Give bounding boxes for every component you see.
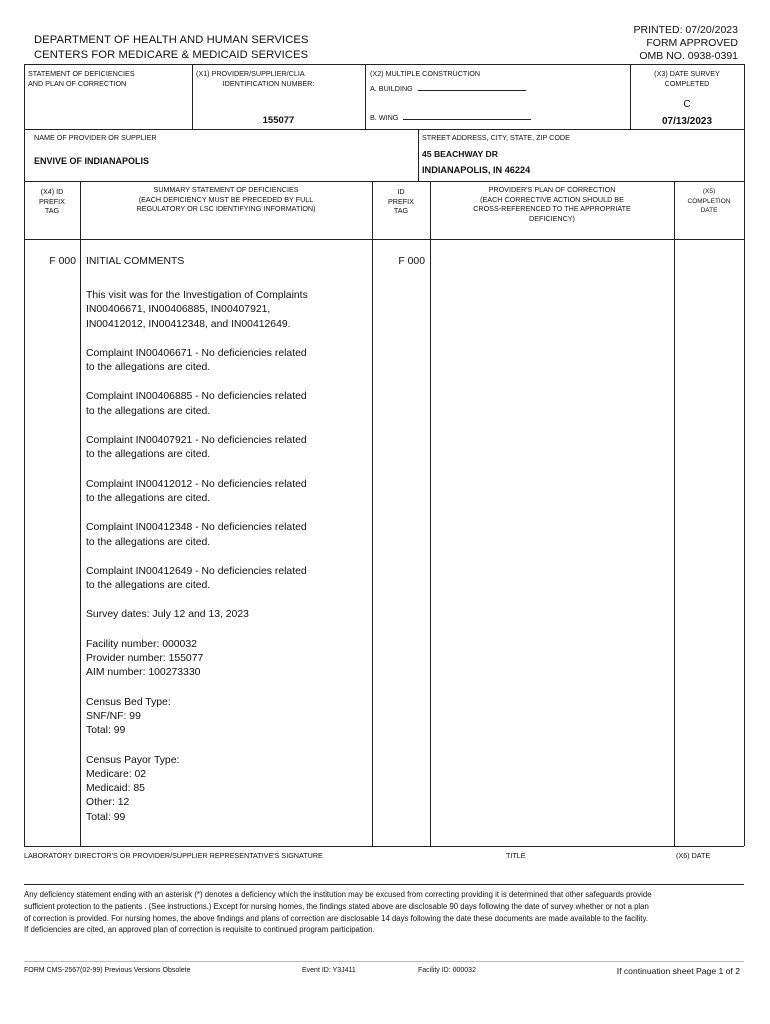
x4-header xyxy=(24,187,80,216)
column-divider xyxy=(430,181,431,846)
x1-label xyxy=(196,69,361,88)
column-divider xyxy=(80,181,81,846)
entry-paragraph: Census Bed Type: SNF/NF: 99 Total: 99 xyxy=(86,696,171,737)
id-header-3: TAG xyxy=(393,206,409,216)
entry-paragraph: Complaint IN00407921 - No deficiencies related to the allegations are cited. xyxy=(86,435,307,461)
grid-line xyxy=(24,64,744,65)
entry-paragraph: Complaint IN00406885 - No deficiencies related to the allegations are cited. xyxy=(86,391,307,417)
x4-header-3: TAG xyxy=(44,206,60,216)
address-line-2: INDIANAPOLIS, IN 46224 xyxy=(422,165,531,175)
address-label: STREET ADDRESS, CITY, STATE, ZIP CODE xyxy=(422,133,570,142)
form-id: FORM CMS-2567(02-99) Previous Versions Obsolete xyxy=(24,967,191,974)
building-field xyxy=(370,84,526,94)
id-header-2: PREFIX xyxy=(388,196,414,206)
x4-header-2: PREFIX xyxy=(39,196,65,206)
building-label: A. BUILDING xyxy=(370,84,413,93)
omb-number: OMB NO. 0938-0391 xyxy=(639,50,738,62)
agency-line-2: CENTERS FOR MEDICARE & MEDICAID SERVICES xyxy=(34,49,309,61)
entry-paragraph: Complaint IN00412649 - No deficiencies related to the allegations are cited. xyxy=(86,565,307,592)
entry-paragraph: Survey dates: July 12 and 13, 2023 xyxy=(86,609,249,621)
summary-header-3: REGULATORY OR LSC IDENTIFYING INFORMATION) xyxy=(136,204,316,214)
provider-name: ENVIVE OF INDIANAPOLIS xyxy=(34,156,150,166)
footer-rule xyxy=(24,961,744,962)
facility-id: Facility ID: 000032 xyxy=(418,967,476,974)
x5-header-3: DATE xyxy=(700,207,718,215)
wing-label: B. WING xyxy=(370,113,399,122)
entry-paragraph: Complaint IN00412348 - No deficiencies related to the allegations are cited. xyxy=(86,522,307,548)
x2-label: (X2) MULTIPLE CONSTRUCTION xyxy=(370,69,481,78)
form-approval-block xyxy=(634,24,738,63)
wing-blank xyxy=(403,119,531,120)
x5-header-1: (X5) xyxy=(702,188,716,195)
summary-header xyxy=(80,185,372,214)
plan-header xyxy=(430,185,674,223)
survey-completed-date: 07/13/2023 xyxy=(661,116,713,127)
entry-paragraph: This visit was for the Investigation of Complaints IN00406671, IN00406885, IN00407921, IN00412012, IN00412348, and IN00412649. xyxy=(86,290,308,330)
grid-line xyxy=(365,64,366,129)
summary-header-2: (EACH DEFICIENCY MUST BE PRECEDED BY FULL xyxy=(138,194,314,204)
event-id: Event ID: Y3J411 xyxy=(302,967,356,974)
director-signature-label: LABORATORY DIRECTOR'S OR PROVIDER/SUPPLIER REPRESENTATIVE'S SIGNATURE xyxy=(24,851,323,860)
grid-line xyxy=(24,239,744,240)
continuation-page: If continuation sheet Page 1 of 2 xyxy=(616,966,740,976)
entry-body xyxy=(86,289,370,840)
plan-header-4: DEFICIENCY) xyxy=(529,213,575,223)
x4-header-1: (X4) ID xyxy=(40,187,64,196)
footnote-text: Any deficiency statement ending with an asterisk (*) denotes a deficiency which the institution may be excused from correcting providing it is determined that other safeguards provide sufficient protection to the patients . (See instructions.) Except for nursing homes, the findings stated above are disclosable 90 days following the date of survey whether or not a plan of correction is provided. For nursing homes, the above findings and plans of correction are disclosable 14 days following the date these documents are made available to the facility. If deficiencies are cited, an approved plan of correction is requisite to continued program participation. xyxy=(24,890,652,935)
x5-header-2: COMPLETION xyxy=(687,197,731,205)
building-blank xyxy=(418,90,526,91)
provider-id-number: 155077 xyxy=(262,115,295,126)
grid-line xyxy=(24,181,744,182)
column-divider xyxy=(674,181,675,846)
title-label: TITLE xyxy=(506,851,526,860)
tag-prefix-right: F 000 xyxy=(398,256,425,267)
agency-header xyxy=(34,33,309,63)
plan-header-1: PROVIDER'S PLAN OF CORRECTION xyxy=(488,185,616,194)
grid-line xyxy=(24,129,744,130)
entry-paragraph: Facility number: 000032 Provider number: 155077 AIM number: 100273330 xyxy=(86,638,204,679)
provider-name-label: NAME OF PROVIDER OR SUPPLIER xyxy=(34,133,157,142)
x3-code: C xyxy=(683,99,691,110)
statement-label-1: STATEMENT OF DEFICIENCIES xyxy=(28,69,135,78)
entry-heading: INITIAL COMMENTS xyxy=(86,256,185,267)
tag-prefix-left: F 000 xyxy=(49,256,76,267)
entry-paragraph: Complaint IN00406671 - No deficiencies related to the allegations are cited. xyxy=(86,347,307,374)
statement-label xyxy=(28,69,135,88)
form-approved: FORM APPROVED xyxy=(646,37,738,49)
completion-header xyxy=(674,187,744,216)
statement-label-2: AND PLAN OF CORRECTION xyxy=(28,78,127,88)
id-prefix-header xyxy=(372,187,430,216)
id-header-1: ID xyxy=(397,187,405,196)
x1-label-1: (X1) PROVIDER/SUPPLIER/CLIA xyxy=(196,69,305,78)
signature-date-label: (X6) DATE xyxy=(676,851,711,860)
footnote-rule xyxy=(24,884,744,885)
x3-label-1: (X3) DATE SURVEY xyxy=(654,69,720,78)
grid-line xyxy=(418,129,419,181)
x3-label xyxy=(630,69,744,88)
x3-label-2: COMPLETED xyxy=(664,78,710,88)
summary-header-1: SUMMARY STATEMENT OF DEFICIENCIES xyxy=(153,185,299,194)
signature-line xyxy=(24,846,744,847)
agency-line-1: DEPARTMENT OF HEALTH AND HUMAN SERVICES xyxy=(34,34,309,46)
column-divider xyxy=(372,181,373,846)
entry-paragraph: Census Payor Type: Medicare: 02 Medicaid: 85 Other: 12 Total: 99 xyxy=(86,754,180,823)
plan-header-2: (EACH CORRECTIVE ACTION SHOULD BE xyxy=(480,194,624,204)
grid-line xyxy=(24,64,25,846)
entry-paragraph: Complaint IN00412012 - No deficiencies related to the allegations are cited. xyxy=(86,478,307,504)
address-line-1: 45 BEACHWAY DR xyxy=(422,149,498,159)
printed-date: PRINTED: 07/20/2023 xyxy=(633,24,738,36)
wing-field xyxy=(370,113,531,123)
plan-header-3: CROSS-REFERENCED TO THE APPROPRIATE xyxy=(473,204,631,214)
x1-label-2: IDENTIFICATION NUMBER: xyxy=(222,78,315,88)
grid-line xyxy=(744,64,745,846)
